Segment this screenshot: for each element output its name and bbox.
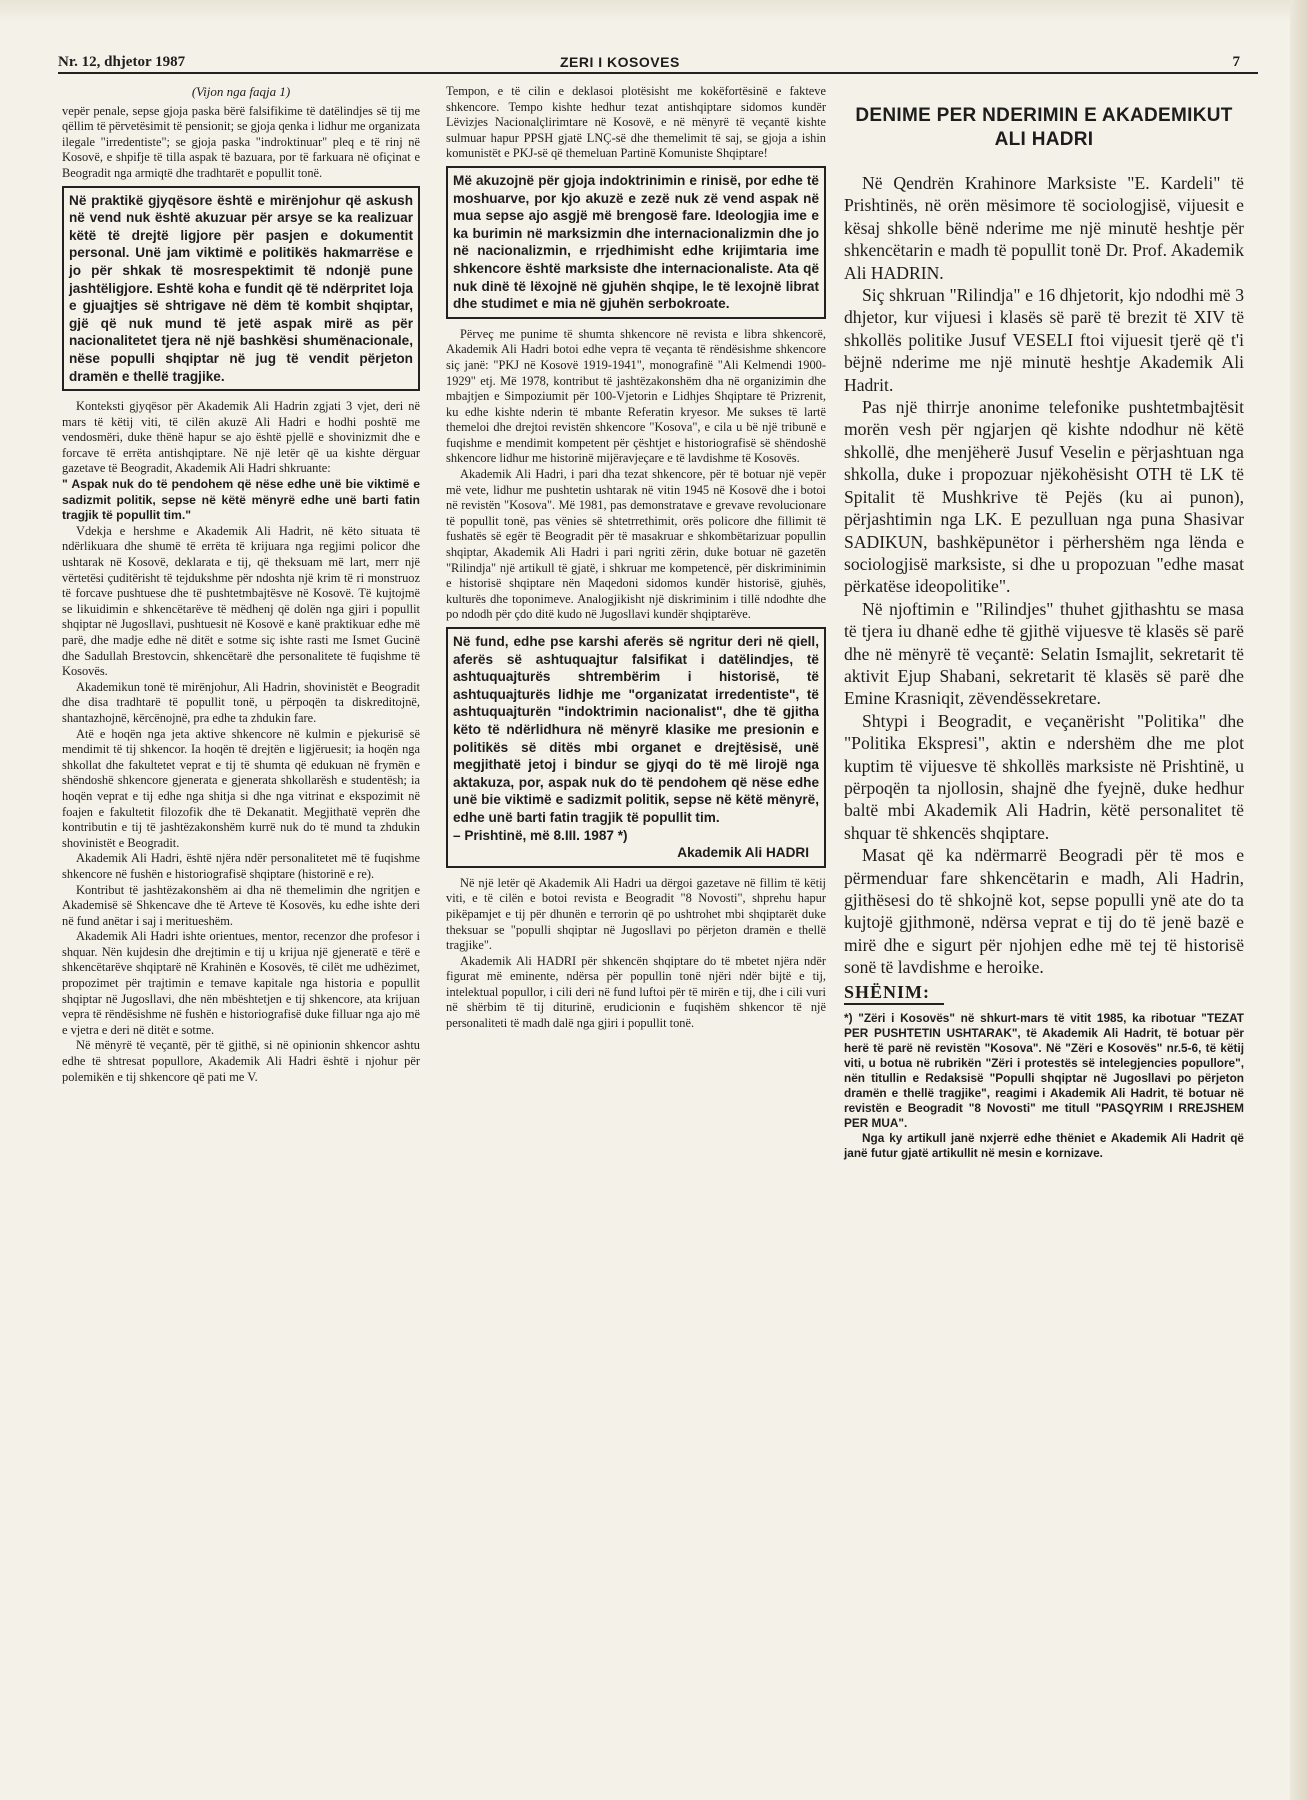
article-title: DENIME PER NDERIMIN E AKADEMIKUT ALI HADRI: [855, 105, 1233, 150]
page-right-edge: [1290, 0, 1308, 1800]
paragraph: Në Qendrën Krahinore Marksiste "E. Kardeli" të Prishtinës, në orën mësimore të sociologjisë, vijuesit e kësaj shkolle bënë nderime me një minutë heshtje për shkencëtarin e madh të popullit tonë Dr. Prof. Akademik Ali HADRIN.: [844, 173, 1244, 283]
paragraph: Akademik Ali Hadri ishte orientues, mentor, recenzor dhe profesor i shquar. Nën kujdesin dhe drejtimin e tij u krijua një gjeneratë e tërë e shkencëtarëve shqiptarë në Krahinën e Kosovës, të cilët me udhëzimet, propozimet për trajtimin e temave kapitale nga historia e popullit shqiptar në Jugosllavi, dhe nën mbështetjen e tij shkencore, ata krijuan vepra të rëndësishme në fushën e historiografisë duke filluar nga ajo më e vjetra e deri në ditët e sotme.: [62, 929, 420, 1037]
paragraph: Përveç me punime të shumta shkencore në revista e libra shkencorë, Akademik Ali Hadri botoi edhe vepra të veçanta të rëndësishme shkencore siç janë: "PKJ në Kosovë 1919-1941", monografinë "Ali Kelmendi 1900-1929" etj. Më 1978, kontribut të jashtëzakonshëm dha në organizimin dhe mbajtjen e Simpoziumit për 100-Vjetorin e Lidhjes Shqiptare të Prizrenit, ku edhe kishte nderin të mbante Referatin kryesor. Me sukses të lartë themeloi dhe drejtoi revistën shkencore "Kosova", e cila u bë një tribunë e fuqishme e mendimit kompetent për çështjet e historiografisë së shëndoshë shkencore lidhur me historinë mijëravjeçare e të lavdishme të Kosovës.: [446, 326, 826, 466]
paragraph: Konteksti gjyqësor për Akademik Ali Hadrin zgjati 3 vjet, deri në mars të këtij viti, të cilën akuzë Ali Hadri e hodhi poshtë me vendosmëri, duke thënë hapur se ajo është pjellë e shovinizmit dhe e forcave të errëta antishqiptare. Në një letër që ua kishte dërguar gazetave të Beogradit, Akademik Ali Hadri shkruante:: [62, 399, 420, 476]
paragraph: Në njoftimin e "Rilindjes" thuhet gjithashtu se masa të tjera iu dhanë edhe të gjithë vijuesve të klasës së parë dhe në mënyrë të veçantë: Selatin Ismajlit, sekretarit të aktivit Ejup Shabani, sekretarit të klasës së parë dhe Emine Krasniqit, zëvendëssekretare.: [844, 598, 1244, 709]
paragraph: Siç shkruan "Rilindja" e 16 dhjetorit, kjo ndodhi më 3 dhjetor, kur vijuesi i klasës së parë të brezit të XIV të shkollës politike Jusuf VESELI ftoi vijuesit tjerë që t'i bëjnë nderime me një minutë heshtje Akademik Ali Hadrit.: [844, 285, 1244, 395]
column-1: [62, 84, 420, 1085]
note-rule: [844, 1003, 944, 1005]
quote-box: [446, 166, 826, 319]
footnote-source: Nga ky artikull janë nxjerrë edhe thëniet e Akademik Ali Hadrit që janë futur gjatë artikullit në mesin e kornizave.: [844, 1131, 1244, 1161]
paragraph: Akademik Ali Hadri, i pari dha tezat shkencore, për të botuar një vepër më vete, lidhur me pushtetin ushtarak në vitin 1945 në Kosovë dhe i botoi në revistën "Kosova". Më 1981, pas demonstratave e grevave revolucionare të popullit tonë, pas vënies së shtetrrethimit, orës policore dhe fillimit të fushatës së egër të Beogradit për të masakruar e shkombëtarizuar popullin shqiptar, Akademik Ali Hadri i pari ngriti zërin, duke botuar në gazetën "Rilindja" një artikull të gjatë, i shkruar me kompetencë, për diskriminimin e historisë shqiptare nën Maqedoni sidomos kundër historisë, gjuhës, kulturës dhe toponimeve. Analogjikisht një diskriminim i tillë ndodhte dhe po ndodh për çdo ditë kudo në Jugosllavi kundër shqiptarëve.: [446, 467, 826, 622]
note-heading: SHËNIM:: [844, 981, 931, 1002]
footnote: *) "Zëri i Kosovës" në shkurt-mars të vitit 1985, ka ribotuar "TEZAT PER PUSHTETIN USHTARAK", të Akademik Ali Hadrit, të botuar për herë të parë në revistën "Kosova". Në "Zëri e Kosovës" nr.5-6, të këtij viti, u botua në rubrikën "Zëri i protestës së intelegjencies popullore", nën titullin e Redaksisë "Populli shqiptar në Jugosllavi po përjeton dramën e thellë tragjike", reagimi i Akademik Ali Hadrit, të botuar në revistën e Beogradit "8 Novosti" me titull "PASQYRIM I RREJSHEM PER MUA".: [844, 1011, 1244, 1131]
paragraph: vepër penale, sepse gjoja paska bërë falsifikime të datëlindjes së tij me qëllim të përvetësimit të pensionit; se gjoja qenka i lidhur me organizata ilegale "irredentiste"; se gjoja paska "indroktinuar" pleq e të rinj në Kosovë, e shpifje të tilla aspak të bazuara, por të farkuara në ofiçinat e Beogradit nga armiqtë dhe tradhtarët e popullit tonë.: [62, 103, 420, 180]
paragraph: Atë e hoqën nga jeta aktive shkencore në kulmin e pjekurisë së mendimit të tij shkencor. Ia hoqën të drejtën e ligjëruesit; ia hoqën nga shkollat dhe fakultetet veprat e tij të shumta që edukuan në frymën e shëndoshë shkencore gjenerata e gjenerata shkollarësh e studentësh; ia hoqën veprat e tij edhe nga shitja si dhe nga vitrinat e ekspozimit në foajen e fakultetit filozofik dhe të Dekanatit. Megjithatë veprën dhe kontributin e tij të jashtëzakonshëm kurrë nuk do të mund ta zhdukin shovinistët e Beogradit.: [62, 726, 420, 850]
paragraph: Masat që ka ndërmarrë Beogradi për të mos e përmenduar fare shkencëtarin e madh, Ali Hadrin, gjithësesi do të shkojnë kot, sepse populli ynë ate do ta kujtojë gjithmonë, ndërsa veprat e tij do të jenë bazë e mirë dhe e sigurt për njohjen edhe më tej të historisë sonë të lavdishme e heroike.: [844, 845, 1244, 978]
quote-place-date: – Prishtinë, më 8.III. 1987 *): [453, 827, 628, 843]
column-2: [446, 84, 826, 1032]
newspaper-name: ZERI I KOSOVES: [560, 54, 680, 70]
quote-signature: Akademik Ali HADRI: [677, 845, 809, 861]
page-header: [58, 50, 1258, 74]
paragraph: Akademik Ali Hadri, është njëra ndër personalitetet më të fuqishme shkencore në fushën e historiografisë shqiptare (historinë e re).: [62, 851, 420, 881]
page-number: 7: [1232, 54, 1240, 70]
paragraph: Vdekja e hershme e Akademik Ali Hadrit, në këto situata të ndërlikuara dhe shumë të errëta të krijuara nga regjimi policor dhe ushtarak në Kosovë, deklarata e tij, që theksuam më lart, merr një vërtetësi çuditërisht të tejdukshme për ndoshta një krim të ri monstruoz të forcave pushtuese dhe të pushtetmbajtësve në Kosovë. Të kujtojmë se likuidimin e shkencëtarëve të mëdhenj që dolën nga gjiri i popullit shqiptar në Jugosllavi, pushtuesit në Kosovë e kanë praktikuar edhe më parë, dhe madje edhe në ditët e sotme siç ishte rasti me Ismet Gucinë dhe Sadullah Brestovcin, shkencëtarë dhe personalitete të fuqishme të Kosovës.: [62, 523, 420, 679]
quote-box-text: Në fund, edhe pse karshi aferës së ngritur deri në qiell, aferës së ashtuquajtur falsifikat i datëlindjes, të ashtuquajturës shtrembërim i historisë, të ashtuquajturës lidhje me "organizatat irredentiste", të ashtuquajturën "indoktrimin nacionalist", dhe të gjitha këto të ndërlidhura në mënyrë klasike me presionin e politikës së ditës mbi organet e drejtësisë, unë megjithatë jetoj i bindur se gjyqi do të më lirojë nga aktakuza, por, aspak nuk do të pendohem që nëse edhe unë bie viktimë e sadizmit politik, sepse në këtë mënyrë, edhe unë barti fatin tragjik të popullit tim.: [453, 634, 819, 825]
quote-box-text: Në praktikë gjyqësore është e mirënjohur që askush në vend nuk është akuzuar për arsye se ka realizuar këtë të drejtë ligjore për pasjen e dokumentit personal. Unë jam viktimë e politikës hakmarrëse e jo për shkak të mosrespektimit të ndonjë pune jashtëligjore. Eshtë koha e fundit që të ndërpritet loja e gjuajtjes së shtrigave në dëm të kombit shqiptar, gjë që nuk mund të jetë aspak mirë as për nacionalitetet tjera në një bashkësi shumënacionale, nëse populli shqiptar në jug të vendit përjeton dramën e thellë tragjike.: [69, 192, 413, 384]
paragraph: Kontribut të jashtëzakonshëm ai dha në themelimin dhe ngritjen e Akademisë së Shkencave dhe të Arteve të Kosovës, ku edhe ishte deri në fund anëtar i saj i meritueshëm.: [62, 882, 420, 928]
paragraph: Akademik Ali HADRI për shkencën shqiptare do të mbetet njëra ndër figurat më eminente, ndërsa për popullin tonë njëri ndër bijtë e tij, intelektual popullor, i cili deri në fund luftoi për të mirën e tij, dhe i cili vuri në shërbim të tij diturinë, erudicionin e fuqishëm shkencor të një personaliteti të madh dalë nga gjiri i popullit tonë.: [446, 953, 826, 1031]
issue-number: Nr. 12, dhjetor 1987: [58, 54, 186, 70]
bold-quote: " Aspak nuk do të pendohem që nëse edhe unë bie viktimë e sadizmit politik, sepse në këtë mënyrë edhe unë barti fatin tragjik të popullit tim.": [62, 477, 420, 523]
paragraph: Tempon, e të cilin e deklasoi plotësisht me kokëfortësinë e fakteve shkencore. Tempo kishte hedhur tezat antishqiptare sidomos kundër Lëvizjes Nacionalçlirimtare në Kosovë, e në mënyrë të veçantë kishte sulmuar hapur PPSH gjatë LNÇ-së dhe themelimit të saj, se gjoja a ishin komunistët e PKJ-së që themeluan Partinë Komuniste Shqiptare!: [446, 84, 826, 161]
paragraph: Në një letër që Akademik Ali Hadri ua dërgoi gazetave në fillim të këtij viti, e të cilën e botoi revista e Beogradit "8 Novosti", shprehu hapur pikëpamjet e tij për dhunën e terrorin që po ushtrohet mbi shqiptarët duke theksuar se "populli shqiptar në Jugosllavi po përjeton dramën e thellë tragjike".: [446, 875, 826, 953]
paragraph: Shtypi i Beogradit, e veçanërisht "Politika" dhe "Politika Ekspresi", aktin e ndershëm dhe me plot kuptim të vijuesve të shkollës marksiste në Prishtinë, u përpoqën ta njollosin, shajnë dhe fyejnë, duke hedhur baltë mbi Akademik Ali Hadrin, këtë personalitet të shquar të shkencës shqiptare.: [844, 710, 1244, 843]
quote-box-final: [446, 627, 826, 868]
quote-box-text: Më akuzojnë për gjoja indoktrinimin e rinisë, por edhe të moshuarve, por kjo akuzë e zezë nuk zë vend aspak në mua sepse ajo asgjë më brengosë fare. Ideologjia ime e ka burimin në marksizmin dhe internacionalizmin dhe jo në nacionalizmin, e rrjedhimisht edhe krijimtaria ime shkencore është marksiste dhe internacionaliste. Ata që nuk dinë të lëxojnë në gjuhën shqipe, le të lexojnë librat dhe studimet e mia në gjuhën serbokroate.: [453, 172, 819, 312]
quote-box: [62, 186, 420, 392]
column-3: [844, 84, 1244, 1161]
paragraph: Në mënyrë të veçantë, për të gjithë, si në opinionin shkencor ashtu edhe të shtresat popullore, Akademik Ali Hadri është i njohur për polemikën e tij shkencore që pati me V.: [62, 1038, 420, 1084]
paragraph: Akademikun tonë të mirënjohur, Ali Hadrin, shovinistët e Beogradit dhe disa tradhtarë të popullit tonë, u përpoqën ta diskreditojnë, shantazhojnë, kërcënojnë, pra edhe ta zhdukin fare.: [62, 679, 420, 725]
page-top-edge: [0, 0, 1308, 22]
paragraph: Pas një thirrje anonime telefonike pushtetmbajtësit morën vesh për ngjarjen që kishte ndodhur në këtë shkollë, dhe menjëherë Jusuf Veselin e përjashtuan nga shkolla, duke i propozuar njëkohësisht OTH të LK të Spitalit të Mushkrive të Pejës (ku ai punon), përjashtimin nga LK. E pezulluan nga puna Shasivar SADIKUN, bashkëpunëtor i përhershëm nga lënda e sociologjisë marksiste, si dhe u propozuan "edhe masat përkatëse ideopolitike".: [844, 397, 1244, 597]
continued-note: (Vijon nga faqja 1): [191, 84, 291, 99]
newspaper-page: [58, 50, 1258, 1760]
